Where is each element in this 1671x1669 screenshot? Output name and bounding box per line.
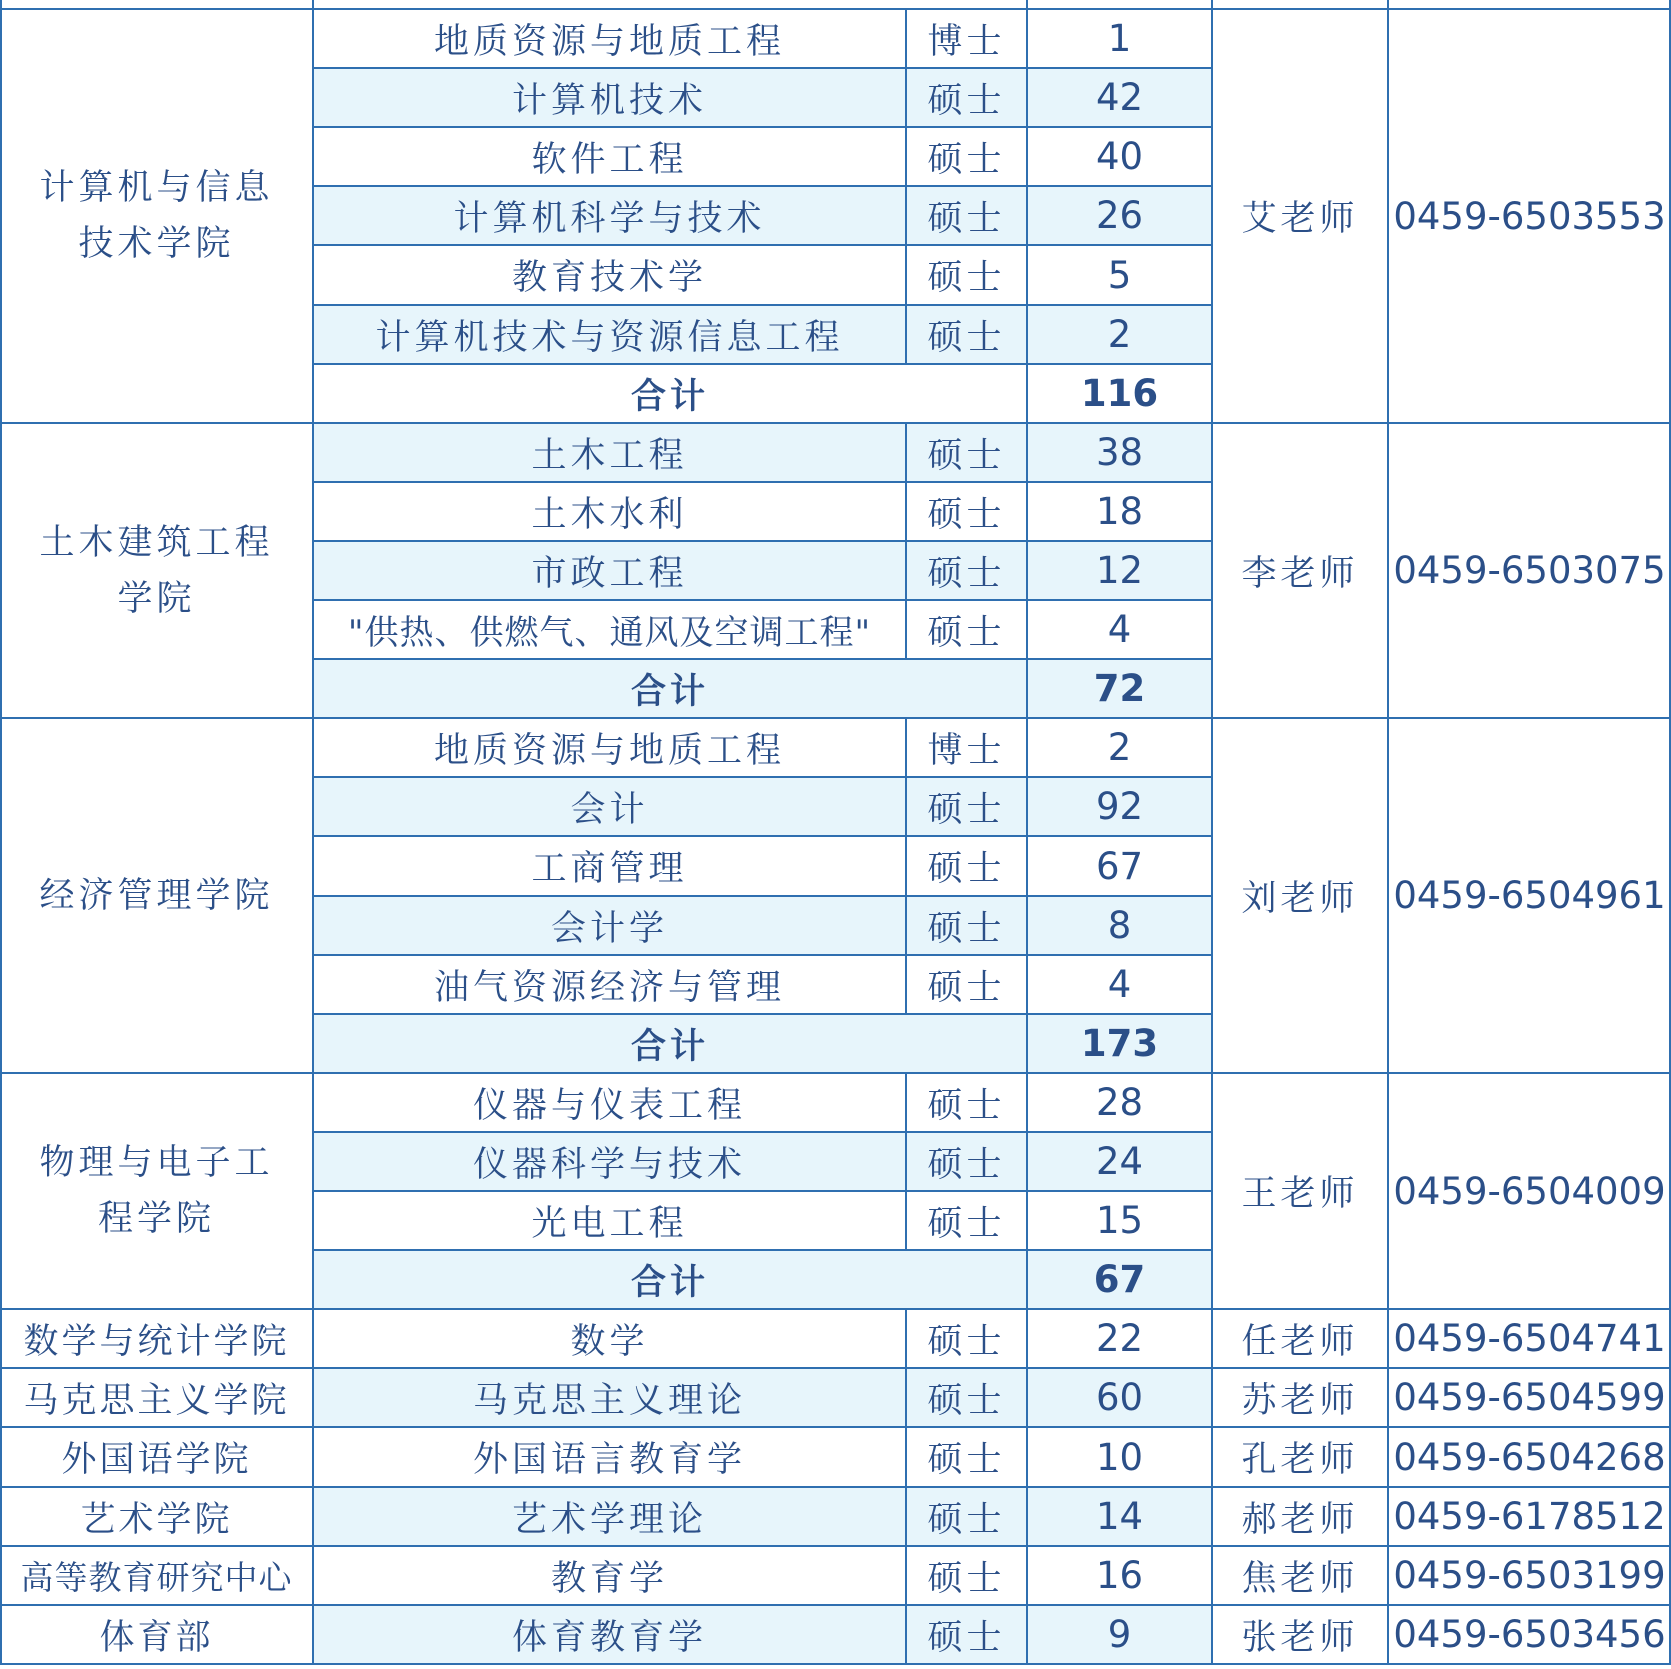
college-name: 马克思主义学院 xyxy=(23,1380,290,1421)
college-name: 高等教育研究中心 xyxy=(20,1558,293,1597)
college-name: 外国语学院 xyxy=(61,1440,252,1480)
contact-phone: 0459-6503456 xyxy=(1393,1613,1666,1656)
enrollment-count: 14 xyxy=(1027,1487,1212,1546)
contact-phone: 0459-6504268 xyxy=(1393,1435,1666,1479)
merged-cell-fill xyxy=(904,1015,908,1072)
total-count: 67 xyxy=(1027,1250,1212,1309)
contact-phone: 0459-6504009 xyxy=(1393,1169,1666,1213)
total-label: 合计 xyxy=(630,375,709,417)
row-divider xyxy=(313,304,1212,306)
degree-type: 硕士 xyxy=(906,1368,1027,1427)
degree-type: 硕士 xyxy=(906,1132,1027,1191)
row-divider xyxy=(313,185,1212,187)
contact-teacher: 孔老师 xyxy=(1241,1440,1359,1480)
major-name: 外国语言教育学 xyxy=(472,1440,746,1480)
merged-cell-fill xyxy=(904,1251,908,1308)
major-name: 光电工程 xyxy=(531,1203,688,1244)
enrollment-count: 12 xyxy=(1027,541,1212,600)
major-name: 体育教育学 xyxy=(313,1605,906,1664)
enrollment-count: 10 xyxy=(1095,1435,1144,1479)
degree-type: 硕士 xyxy=(906,423,1027,482)
enrollment-count: 16 xyxy=(1095,1554,1144,1597)
major-name: 仪器与仪表工程 xyxy=(472,1085,746,1126)
college-name: 土木建筑工程学院 xyxy=(39,522,274,619)
row-divider xyxy=(313,67,1212,69)
total-count: 116 xyxy=(1080,372,1159,415)
enrollment-count: 9 xyxy=(1027,1605,1212,1664)
group-divider xyxy=(0,1072,1671,1074)
contact-teacher: 张老师 xyxy=(1241,1617,1359,1658)
group-divider xyxy=(0,1545,1671,1547)
contact-teacher: 苏老师 xyxy=(1241,1380,1359,1421)
enrollment-count: 5 xyxy=(1107,253,1132,297)
major-name: 计算机技术 xyxy=(313,68,906,127)
contact-phone: 0459-6503199 xyxy=(1393,1554,1666,1597)
major-name: 土木水利 xyxy=(531,494,688,535)
major-name: 会计学 xyxy=(313,896,906,955)
column-divider xyxy=(905,718,907,1014)
college-name: 体育部 xyxy=(99,1617,214,1658)
row-divider xyxy=(313,895,1212,897)
enrollment-count: 4 xyxy=(1107,608,1132,651)
degree-type: 硕士 xyxy=(927,1558,1006,1599)
degree-type: 硕士 xyxy=(906,1487,1027,1546)
column-divider xyxy=(905,1427,907,1487)
contact-phone: 0459-6504741 xyxy=(1393,1317,1666,1360)
row-divider xyxy=(313,1013,1212,1015)
contact-teacher: 焦老师 xyxy=(1241,1558,1359,1599)
column-divider xyxy=(905,1605,907,1664)
contact-teacher: 王老师 xyxy=(1241,1174,1359,1214)
college-name: 数学与统计学院 xyxy=(23,1321,290,1362)
contact-phone: 0459-6178512 xyxy=(1393,1495,1666,1538)
college-name: 经济管理学院 xyxy=(39,875,274,916)
enrollment-count: 22 xyxy=(1095,1317,1144,1360)
total-label: 合计 xyxy=(313,659,1027,718)
major-name: 油气资源经济与管理 xyxy=(433,967,785,1008)
row-divider xyxy=(313,954,1212,956)
group-divider xyxy=(0,1367,1671,1369)
enrollment-count: 4 xyxy=(1107,963,1132,1006)
major-name: 地质资源与地质工程 xyxy=(433,21,785,62)
group-divider xyxy=(0,1486,1671,1488)
merged-cell-fill xyxy=(904,660,908,717)
major-name: 教育技术学 xyxy=(511,258,707,298)
enrollment-count: 40 xyxy=(1095,135,1144,178)
contact-teacher: 郝老师 xyxy=(1241,1499,1359,1540)
enrollment-count: 18 xyxy=(1095,490,1144,533)
college-name: 物理与电子工程学院 xyxy=(39,1143,274,1239)
group-divider xyxy=(0,1426,1671,1428)
enrollment-count: 26 xyxy=(1027,186,1212,245)
column-divider xyxy=(905,1309,907,1368)
group-divider xyxy=(0,1308,1671,1310)
contact-teacher: 李老师 xyxy=(1241,553,1359,594)
row-divider xyxy=(313,1190,1212,1192)
contact-phone: 0459-6504599 xyxy=(1393,1376,1666,1419)
row-divider xyxy=(313,481,1212,483)
row-divider xyxy=(313,1249,1212,1251)
enrollment-count: 1 xyxy=(1107,17,1132,60)
column-divider xyxy=(312,0,314,1664)
degree-type: 硕士 xyxy=(927,1321,1006,1362)
total-label: 合计 xyxy=(313,1014,1027,1073)
contact-phone: 0459-6503553 xyxy=(1393,194,1666,238)
college-name: 艺术学院 xyxy=(80,1499,233,1540)
group-divider xyxy=(0,1604,1671,1606)
degree-type: 硕士 xyxy=(927,612,1006,653)
degree-type: 硕士 xyxy=(906,777,1027,836)
degree-type: 硕士 xyxy=(906,896,1027,955)
contact-teacher: 任老师 xyxy=(1241,1321,1359,1362)
group-divider xyxy=(0,1663,1671,1665)
row-divider xyxy=(313,1131,1212,1133)
major-name: 艺术学理论 xyxy=(313,1487,906,1546)
merged-cell-fill xyxy=(904,365,908,422)
major-name: 计算机科学与技术 xyxy=(313,186,906,245)
degree-type: 硕士 xyxy=(927,967,1006,1008)
major-name: 教育学 xyxy=(550,1558,668,1599)
major-name: 软件工程 xyxy=(531,139,688,180)
degree-type: 硕士 xyxy=(906,68,1027,127)
enrollment-count: 42 xyxy=(1027,68,1212,127)
table-left-border xyxy=(0,0,2,1664)
major-name: 市政工程 xyxy=(313,541,906,600)
row-divider xyxy=(313,540,1212,542)
row-divider xyxy=(313,776,1212,778)
contact-phone: 0459-6503075 xyxy=(1393,549,1666,592)
degree-type: 硕士 xyxy=(927,258,1006,298)
degree-type: 硕士 xyxy=(927,1203,1006,1244)
major-name: 会计 xyxy=(313,777,906,836)
row-divider xyxy=(313,835,1212,837)
column-divider xyxy=(905,1073,907,1250)
enrollment-count: 60 xyxy=(1027,1368,1212,1427)
group-divider xyxy=(0,717,1671,719)
total-label: 合计 xyxy=(313,1250,1027,1309)
degree-type: 硕士 xyxy=(906,186,1027,245)
contact-phone: 0459-6504961 xyxy=(1393,874,1666,917)
major-name: 工商管理 xyxy=(531,849,688,889)
major-name: 仪器科学与技术 xyxy=(313,1132,906,1191)
row-divider xyxy=(313,244,1212,246)
enrollment-count: 67 xyxy=(1095,844,1144,888)
table-top-border xyxy=(0,8,1671,10)
column-divider xyxy=(905,1368,907,1427)
contact-teacher: 艾老师 xyxy=(1241,199,1359,239)
contact-teacher: 刘老师 xyxy=(1241,878,1359,919)
degree-type: 硕士 xyxy=(906,541,1027,600)
degree-type: 博士 xyxy=(927,730,1006,771)
column-divider xyxy=(905,1487,907,1546)
enrollment-count: 15 xyxy=(1095,1199,1144,1242)
enrollment-count: 2 xyxy=(1107,726,1132,769)
total-count: 72 xyxy=(1027,659,1212,718)
group-divider xyxy=(0,422,1671,424)
degree-type: 硕士 xyxy=(906,1605,1027,1664)
major-name: 计算机技术与资源信息工程 xyxy=(313,305,906,364)
enrollment-count: 28 xyxy=(1095,1081,1144,1124)
major-name: 数学 xyxy=(570,1321,649,1362)
degree-type: 硕士 xyxy=(906,305,1027,364)
row-divider xyxy=(313,126,1212,128)
column-divider xyxy=(1387,0,1389,1664)
column-divider xyxy=(1026,0,1028,1664)
degree-type: 硕士 xyxy=(927,139,1006,180)
college-name: 计算机与信息技术学院 xyxy=(39,168,274,264)
major-name: 马克思主义理论 xyxy=(313,1368,906,1427)
column-divider xyxy=(1211,0,1213,1664)
enrollment-count: 24 xyxy=(1027,1132,1212,1191)
enrollment-count: 8 xyxy=(1027,896,1212,955)
row-divider xyxy=(313,363,1212,365)
enrollment-count: 38 xyxy=(1027,423,1212,482)
enrollment-count: 2 xyxy=(1027,305,1212,364)
degree-type: 硕士 xyxy=(927,494,1006,535)
major-name: 土木工程 xyxy=(313,423,906,482)
major-name: 地质资源与地质工程 xyxy=(433,730,785,771)
total-count: 173 xyxy=(1027,1014,1212,1073)
row-divider xyxy=(313,658,1212,660)
degree-type: 硕士 xyxy=(927,1085,1006,1126)
degree-type: 硕士 xyxy=(927,1440,1006,1480)
column-divider xyxy=(905,1546,907,1605)
row-divider xyxy=(313,599,1212,601)
degree-type: 博士 xyxy=(927,21,1006,62)
enrollment-count: 92 xyxy=(1027,777,1212,836)
degree-type: 硕士 xyxy=(927,849,1006,889)
major-name: "供热、供燃气、通风及空调工程" xyxy=(347,613,872,653)
